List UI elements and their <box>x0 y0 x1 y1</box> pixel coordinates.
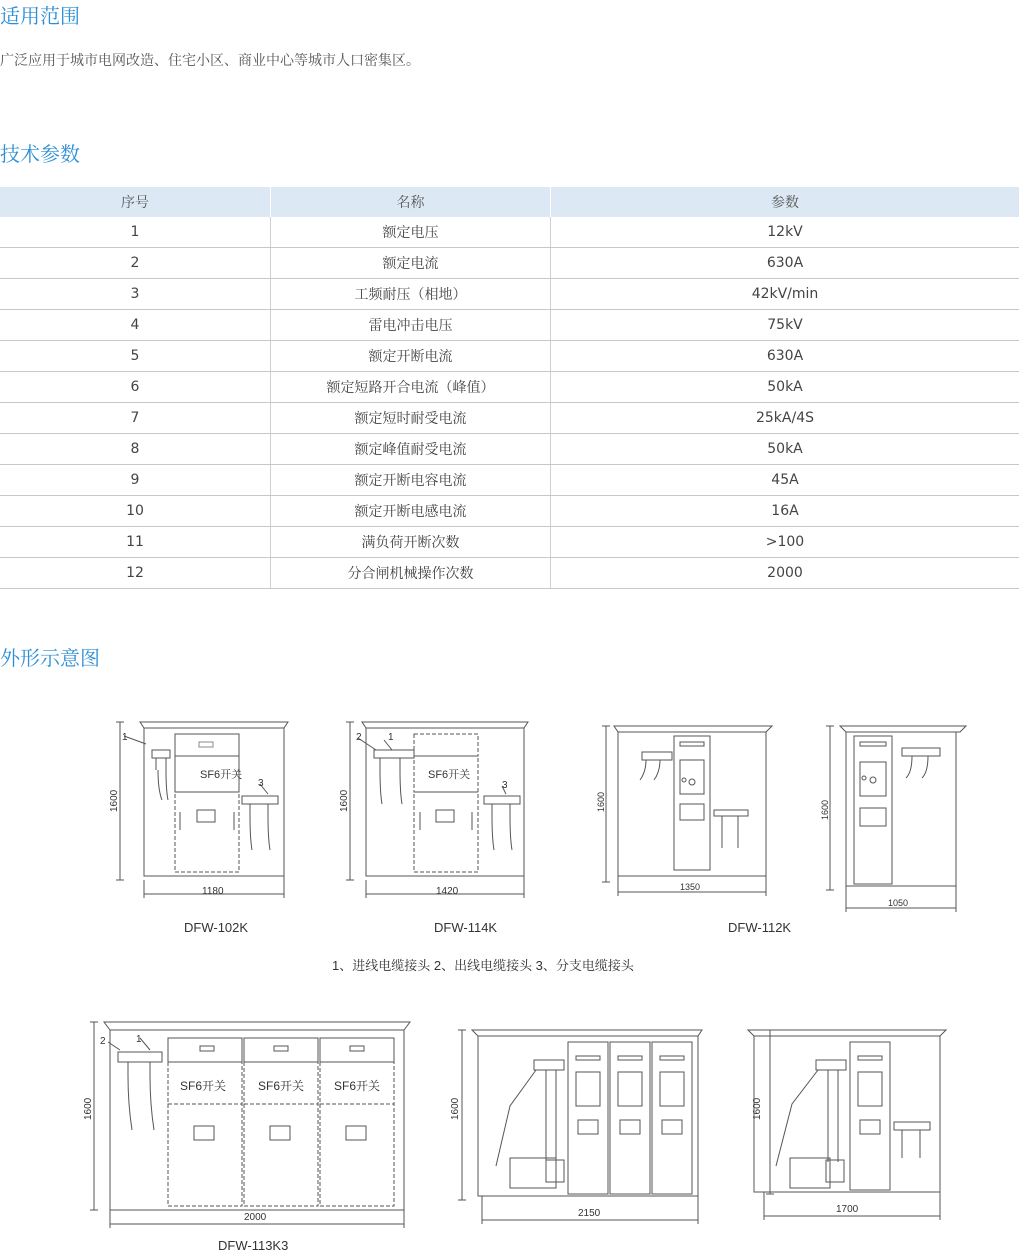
cell-index: 12 <box>0 558 271 589</box>
table-row <box>0 403 1019 434</box>
column-header-index: 序号 <box>0 187 271 217</box>
table-row <box>0 496 1019 527</box>
column-header-value: 参数 <box>551 187 1019 217</box>
switch-label-102k: SF6开关 <box>200 769 243 781</box>
callout-1-113k3: 1 <box>136 1034 142 1045</box>
width-label-102k: 1180 <box>202 886 224 897</box>
cell-name: 工频耐压（相地） <box>271 279 551 310</box>
width-label-114k: 1420 <box>436 886 459 897</box>
width-label-113k3: 2000 <box>244 1212 267 1223</box>
diagram-dfw-114k <box>346 722 528 898</box>
cell-name: 额定电压 <box>271 217 551 248</box>
cell-name: 额定开断电感电流 <box>271 496 551 527</box>
height-label-114k: 1600 <box>339 789 350 812</box>
height-label-1050: 1600 <box>820 799 830 820</box>
cell-name: 额定开断电流 <box>271 341 551 372</box>
table-row <box>0 558 1019 589</box>
table-row <box>0 341 1019 372</box>
callout-3-102k: 3 <box>258 778 264 789</box>
cell-name: 分合闸机械操作次数 <box>271 558 551 589</box>
switch-label-113k3-b: SF6开关 <box>258 1079 305 1093</box>
cell-index: 11 <box>0 527 271 558</box>
cell-value: 630A <box>551 341 1019 372</box>
applicability-text: 广泛应用于城市电网改造、住宅小区、商业中心等城市人口密集区。 <box>0 53 420 69</box>
diagram-2150 <box>458 1030 702 1224</box>
connector-legend: 1、进线电缆接头 2、出线电缆接头 3、分支电缆接头 <box>332 958 634 973</box>
width-label-1700: 1700 <box>836 1204 859 1215</box>
cell-value: 75kV <box>551 310 1019 341</box>
table-row <box>0 279 1019 310</box>
diagram-dfw-112k <box>602 726 772 896</box>
height-label-102k: 1600 <box>109 789 120 812</box>
table-row <box>0 217 1019 248</box>
cell-index: 3 <box>0 279 271 310</box>
section-title-applicability: 适用范围 <box>0 4 80 28</box>
cell-index: 2 <box>0 248 271 279</box>
width-label-1050: 1050 <box>888 898 909 908</box>
cell-value: 25kA/4S <box>551 403 1019 434</box>
cell-value: 45A <box>551 465 1019 496</box>
width-label-2150: 2150 <box>578 1208 601 1219</box>
callout-2-114k: 2 <box>356 732 362 743</box>
table-row <box>0 527 1019 558</box>
cell-value: 16A <box>551 496 1019 527</box>
callout-3-114k: 3 <box>502 780 508 791</box>
cell-index: 8 <box>0 434 271 465</box>
table-row <box>0 310 1019 341</box>
cell-index: 6 <box>0 372 271 403</box>
height-label-112k: 1600 <box>596 791 606 812</box>
callout-1-114k: 1 <box>388 732 394 743</box>
model-label-114k: DFW-114K <box>434 920 498 935</box>
cell-value: 42kV/min <box>551 279 1019 310</box>
cell-value: 50kA <box>551 372 1019 403</box>
callout-1-102k: 1 <box>122 732 128 743</box>
outline-diagrams <box>0 700 1019 1252</box>
cell-name: 额定短时耐受电流 <box>271 403 551 434</box>
cell-index: 10 <box>0 496 271 527</box>
model-label-112k: DFW-112K <box>728 920 792 935</box>
diagram-1050 <box>826 726 966 912</box>
cell-name: 雷电冲击电压 <box>271 310 551 341</box>
column-header-name: 名称 <box>271 187 551 217</box>
switch-label-114k: SF6开关 <box>428 769 471 781</box>
height-label-1700: 1600 <box>752 1097 763 1120</box>
table-row <box>0 372 1019 403</box>
cell-name: 额定开断电容电流 <box>271 465 551 496</box>
cell-value: 12kV <box>551 217 1019 248</box>
diagram-dfw-102k <box>116 722 288 898</box>
diagram-1700 <box>748 1030 946 1220</box>
table-row <box>0 248 1019 279</box>
model-label-113k3: DFW-113K3 <box>218 1238 289 1252</box>
cell-value: >100 <box>551 527 1019 558</box>
section-title-outline: 外形示意图 <box>0 646 100 670</box>
width-label-112k: 1350 <box>680 882 701 892</box>
cell-name: 满负荷开断次数 <box>271 527 551 558</box>
cell-value: 2000 <box>551 558 1019 589</box>
table-row <box>0 434 1019 465</box>
height-label-2150: 1600 <box>450 1097 461 1120</box>
cell-name: 额定短路开合电流（峰值） <box>271 372 551 403</box>
cell-name: 额定电流 <box>271 248 551 279</box>
switch-label-113k3-a: SF6开关 <box>180 1079 227 1093</box>
cell-index: 9 <box>0 465 271 496</box>
diagram-dfw-113k3 <box>90 1022 410 1228</box>
height-label-113k3: 1600 <box>83 1097 94 1120</box>
switch-label-113k3-c: SF6开关 <box>334 1079 381 1093</box>
cell-value: 630A <box>551 248 1019 279</box>
table-row <box>0 465 1019 496</box>
parameters-table <box>0 187 1019 589</box>
section-title-parameters: 技术参数 <box>0 142 80 166</box>
cell-index: 5 <box>0 341 271 372</box>
cell-index: 4 <box>0 310 271 341</box>
model-label-102k: DFW-102K <box>184 920 249 935</box>
callout-2-113k3: 2 <box>100 1036 106 1047</box>
cell-index: 1 <box>0 217 271 248</box>
cell-name: 额定峰值耐受电流 <box>271 434 551 465</box>
table-header-row <box>0 187 1019 217</box>
cell-value: 50kA <box>551 434 1019 465</box>
cell-index: 7 <box>0 403 271 434</box>
